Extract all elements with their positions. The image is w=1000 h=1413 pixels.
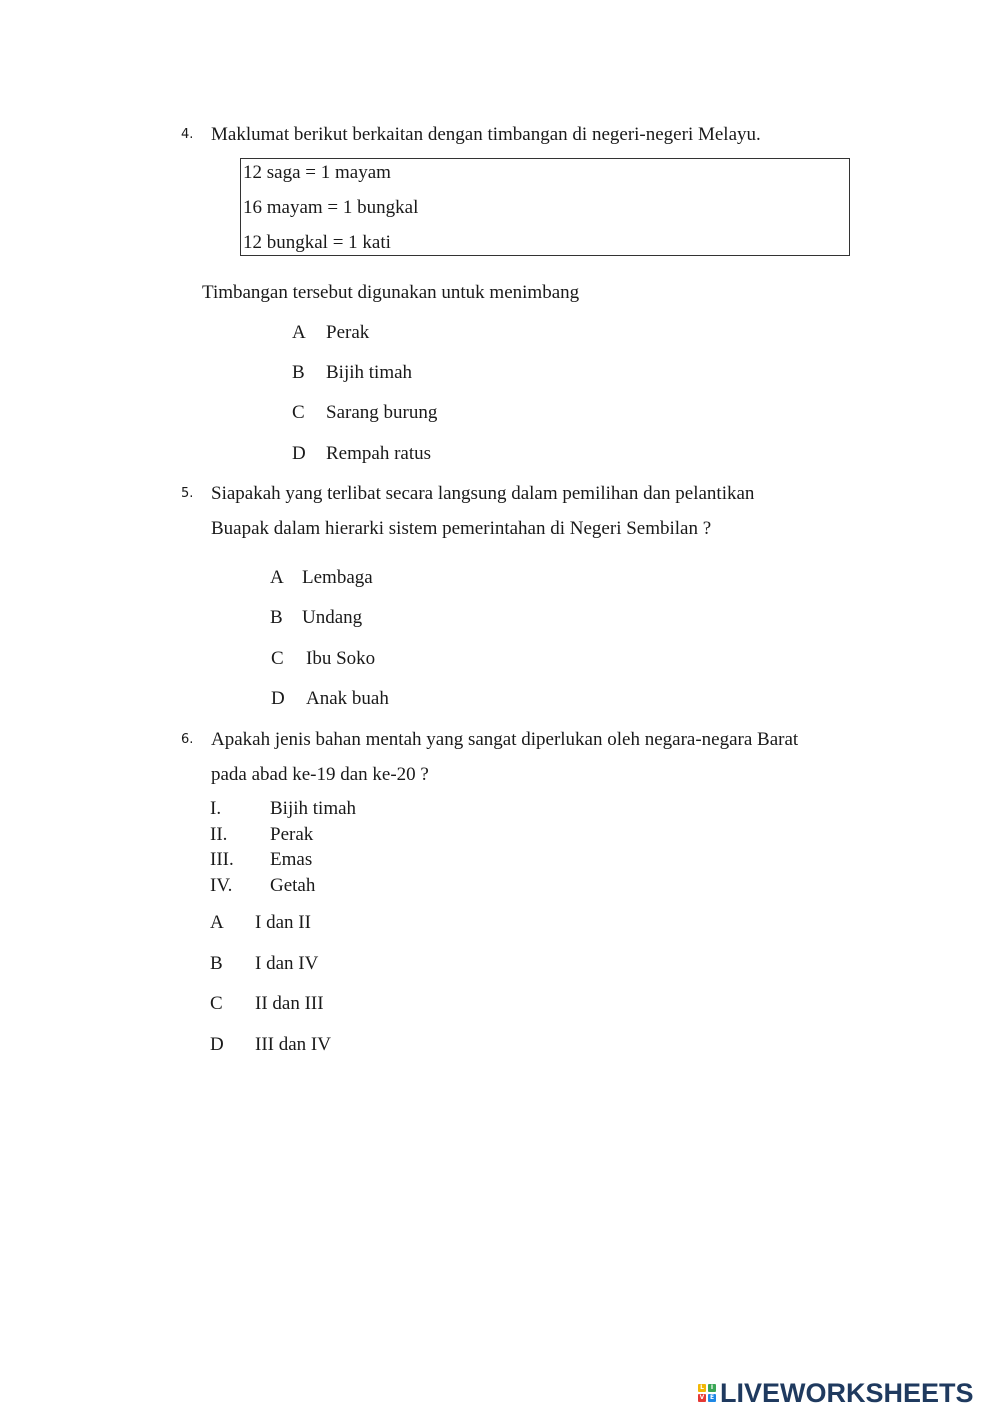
q4-option-text[interactable]: Rempah ratus [326, 443, 432, 464]
q6-statement-text: Bijih timah [270, 798, 357, 819]
q4-option-letter: B [292, 362, 305, 383]
liveworksheets-logo-text: LIVEWORKSHEETS [720, 1377, 974, 1408]
q5-option-letter: B [270, 607, 283, 628]
q6-statement-text: Getah [270, 875, 316, 896]
q6-statement-roman: I. [210, 798, 222, 819]
q4-option-letter: D [292, 443, 306, 464]
q4-option-text[interactable]: Perak [326, 322, 370, 343]
logo-cell-e: E [709, 1394, 715, 1401]
q5-option-letter: C [271, 648, 284, 669]
weights-table [240, 158, 850, 256]
question-5-number: 5. [181, 486, 194, 501]
q5-option-letter: D [271, 688, 285, 709]
q5-option-text[interactable]: Anak buah [306, 688, 389, 709]
q6-statement-text: Emas [270, 849, 313, 870]
q6-statement-roman: II. [210, 824, 228, 845]
q6-option-letter: D [210, 1034, 224, 1055]
q4-option-text[interactable]: Sarang burung [326, 402, 438, 423]
weights-table-row: 16 mayam = 1 bungkal [243, 197, 419, 218]
logo-cell-i: I [708, 1384, 716, 1392]
q5-option-text[interactable]: Undang [302, 607, 363, 628]
logo-cell-v: V [699, 1394, 705, 1401]
q5-option-letter: A [270, 567, 284, 588]
q6-option-text[interactable]: I dan II [255, 912, 311, 933]
weights-table-row: 12 bungkal = 1 kati [243, 232, 391, 253]
q6-option-text[interactable]: III dan IV [255, 1034, 331, 1055]
question-6-number: 6. [181, 732, 194, 747]
question-4-text: Maklumat berikut berkaitan dengan timbangan di negeri-negeri Melayu. [211, 124, 761, 145]
q6-option-letter: A [210, 912, 224, 933]
logo-cell-l: L [698, 1384, 706, 1392]
question-5-text-line2: Buapak dalam hierarki sistem pemerintahan di Negeri Sembilan ? [211, 518, 712, 539]
q4-option-letter: C [292, 402, 305, 423]
question-6-text-line2: pada abad ke-19 dan ke-20 ? [211, 764, 429, 785]
q5-option-text[interactable]: Ibu Soko [306, 648, 376, 669]
q6-option-text[interactable]: I dan IV [255, 953, 319, 974]
q6-statement-text: Perak [270, 824, 314, 845]
q4-option-letter: A [292, 322, 306, 343]
q4-option-text[interactable]: Bijih timah [326, 362, 413, 383]
weights-table-row: 12 saga = 1 mayam [243, 162, 391, 183]
q6-option-text[interactable]: II dan III [255, 993, 324, 1014]
question-6-text-line1: Apakah jenis bahan mentah yang sangat diperlukan oleh negara-negara Barat [211, 729, 799, 750]
liveworksheets-logo [698, 1378, 974, 1408]
q5-option-text[interactable]: Lembaga [302, 567, 373, 588]
q6-option-letter: C [210, 993, 223, 1014]
question-4-stem: Timbangan tersebut digunakan untuk menimbang [202, 282, 580, 303]
liveworksheets-logo-icon [698, 1384, 716, 1402]
question-5-text-line1: Siapakah yang terlibat secara langsung dalam pemilihan dan pelantikan [211, 483, 755, 504]
q6-statement-roman: III. [210, 849, 234, 870]
q6-option-letter: B [210, 953, 223, 974]
question-4-number: 4. [181, 127, 194, 142]
q6-statement-roman: IV. [210, 875, 233, 896]
